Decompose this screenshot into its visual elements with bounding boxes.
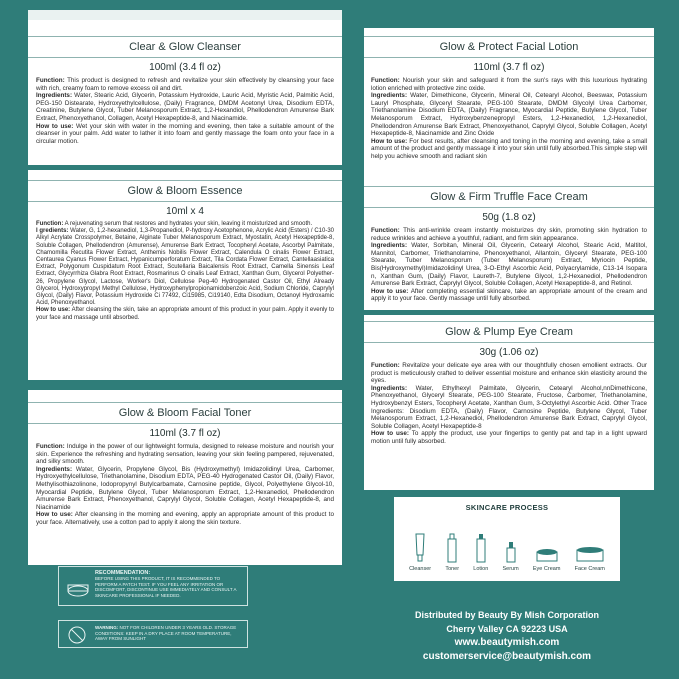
process-steps xyxy=(402,526,612,572)
step-label: Face Cream xyxy=(574,566,605,572)
howto-text: For best results, after cleansing and toning in the morning and evening, take a small amount of the product and gently massage it into your skin until fully absorbed.This simple step will help you achieve smooth and radiant skin xyxy=(371,137,647,160)
step-eye-cream xyxy=(533,547,561,572)
ingredients-label: Ingredients: xyxy=(36,92,73,100)
cleanser-tube-icon xyxy=(414,533,426,563)
card-body xyxy=(36,443,334,527)
card-title: Glow & Bloom Essence xyxy=(28,180,342,202)
ingredients-text: Water, Glycerin, Propylene Glycol, Bis (Hydroxymethyl) Imidazolidinyl Urea, Carbomer, Hydroxyethylcellulose, Triethanolamine, Disodium EDTA, PEG-40 Hydrogenated Castor Oil, (Daily) Flavor, Methylisothiazolinone, Iodopropynyl Butylcarbamate, Carnosine peptide, Glycol, Polyethylene Glycol-10, Myocardial Peptide, Butylene Glycol, Tuber Melanosporum Extract, 1,2-Hexanediol, Phellodendron Amurense Bark Extract, Phenoxyethanol, Caprylyl Glycol, Soluble Collagen, Acetyl Hexapeptide-8, and Niacinamide xyxy=(36,465,335,511)
eye-cream-card xyxy=(364,315,654,490)
ingredients-label: I gredients: xyxy=(36,228,69,235)
step-toner xyxy=(445,533,459,572)
step-label: Eye Cream xyxy=(532,566,561,572)
address-line: Cherry Valley CA 92223 USA xyxy=(446,624,568,634)
serum-dropper-icon xyxy=(506,541,516,563)
step-cleanser xyxy=(409,533,431,572)
ingredients-text: Water, Ethylhexyl Palmitate, Glycerin, Cetearyl Alcohol,nnDimethicone, Phenoxyethanol, Glyceryl Stearate, PEG-100 Stearate, Fructose, Carbomer, Triethanolamine, Hydroxybenzyl Esters, Tocopheryl Acetate, Xanthan Gum, 3-Octylethyl Ascorbic Acid. Other Trace Ingredients: Disodium EDTA, (Daily) Flavor, Carnosine Peptide, Butylene Glycol, Tuber Melanosporum Extract, 1,2-Hexanediol, Phellodendron Amurense Bark Extract, Caprylyl Glycol, Soluble Collagen, Acetyl Hexapeptide-8 xyxy=(371,384,647,430)
ingredients-label: Ingredients: xyxy=(371,384,408,392)
email-link[interactable]: customerservice@beautymish.com xyxy=(422,651,592,662)
howto-label: How to use: xyxy=(36,122,74,130)
toner-card xyxy=(28,390,342,565)
howto-label: How to use: xyxy=(371,287,409,295)
truffle-card xyxy=(364,180,654,310)
function-label: Function: xyxy=(36,443,65,450)
recommendation-box xyxy=(58,566,248,606)
lotion-card xyxy=(364,28,654,193)
website-link[interactable]: www.beautymish.com xyxy=(454,637,560,648)
step-label: Toner xyxy=(445,566,460,572)
function-text: Revitalize your delicate eye area with our thoughtfully chosen emollient extracts. Our product is meticulously crafted to deliver essential moisture and enhance skin elasticity around the eyes. xyxy=(371,362,648,385)
recommendation-title: RECOMMENDATION: xyxy=(95,570,151,576)
card-size: 50g (1.8 oz) xyxy=(482,212,536,223)
distributor-info xyxy=(392,608,622,664)
distributor-line: Distributed by Beauty By Mish Corporation xyxy=(414,610,600,620)
ingredients-label: Ingredients: xyxy=(371,92,408,100)
step-face-cream xyxy=(575,545,605,572)
howto-text: After cleansing in the morning and evening, apply an appropriate amount of this product to your face. Alternatively, use a cotton pad to apply it along the skin texture. xyxy=(36,511,334,526)
essence-card xyxy=(28,170,342,380)
card-body xyxy=(371,77,647,161)
toner-bottle-icon xyxy=(447,533,457,563)
function-text: This product is designed to refresh and revitalize your skin effectively by cleansing your face with rich, creamy foam to remove excess oil and dirt. xyxy=(36,77,334,92)
patch-test-icon xyxy=(65,577,91,599)
card-title: Glow & Plump Eye Cream xyxy=(364,321,654,343)
card-title: Glow & Bloom Facial Toner xyxy=(28,402,342,424)
howto-label: How to use: xyxy=(371,137,408,145)
warning-box xyxy=(58,620,248,648)
step-label: Serum xyxy=(502,566,519,572)
function-text: Nourish your skin and safeguard it from the sun's rays with this luxurious hydrating lotion enriched with protective zinc oxide. xyxy=(371,77,647,92)
lotion-bottle-icon xyxy=(476,533,486,563)
eye-cream-jar-icon xyxy=(535,547,559,563)
howto-label: How to use: xyxy=(36,511,73,519)
howto-label: How to use: xyxy=(36,307,71,314)
warning-line xyxy=(95,625,243,642)
recommendation-text: BEFORE USING THIS PRODUCT, IT IS RECOMMENDED TO PERFORM A PATCH TEST. IF YOU FEEL ANY IRRITATION OR DISCOMFORT, DISCONTINUE USE IMMEDIATELY AND CONSULT A SKINCARE PROFESSIONAL IF NEEDED. xyxy=(95,576,237,598)
card-size: 110ml (3.7 fl oz) xyxy=(473,62,545,73)
warning-text: NOT FOR CHILDREN UNDER 3 YEARS OLD. STORAGE CONDITIONS: KEEP IN A DRY PLACE AT ROOM TEMPERATURE, AWAY FROM SUNLIGHT xyxy=(95,625,237,642)
ingredients-label: Ingredients: xyxy=(36,465,73,473)
function-label: Function: xyxy=(371,227,400,234)
function-text: Indulge in the power of our lightweight formula, designed to release moisture and nourish your skin. Experience the refreshing and hydrating sensation, leaving your skin feeling pampered, rejuvenated, and silky smooth. xyxy=(36,443,335,466)
function-label: Function: xyxy=(371,77,400,84)
card-body xyxy=(36,221,334,322)
card-body xyxy=(371,362,647,446)
child-warning-icon xyxy=(65,625,89,645)
face-cream-jar-icon xyxy=(575,545,605,563)
function-label: Function: xyxy=(36,77,65,84)
ingredients-text: Water, Stearic Acid, Glycerin, Potassium Hydroxide, Lauric Acid, Myristic Acid, Palmitic Acid, PEG-150 Distearate, Hydroxyethylcellulose, (Daily) Fragrance, DMDM Acetonyl Urea, Disodium EDTA, Creatinine, Butylene Glycol, Tuber Melanosporum Extract, 1,2-Hexandiol, Phellodendron Amurense Bark Extract, Phenoxyethanol, Collagen, Acetyl Hexapeptide-8, and Niacinamide. xyxy=(36,92,334,122)
step-lotion xyxy=(473,533,488,572)
howto-text: After cleansing the skin, take an appropriate amount of this product in your palm. Apply it evenly to your face and massage until absorbed. xyxy=(36,307,335,321)
cleanser-card xyxy=(28,10,342,165)
card-size: 10ml x 4 xyxy=(166,206,204,217)
function-text: A rejuvenating serum that restores and hydrates your skin, leaving it moisturized and smooth. xyxy=(64,221,313,227)
step-label: Lotion xyxy=(473,566,489,572)
warning-title: WARNING: xyxy=(95,625,119,630)
card-header-band xyxy=(28,10,342,20)
howto-label: How to use: xyxy=(371,430,409,438)
howto-text: After completing essential skincare, take an appropriate amount of the cream and apply it to your face. Gently massage until fully absorbed. xyxy=(371,287,647,303)
card-body xyxy=(36,77,334,145)
step-serum xyxy=(502,541,518,572)
ingredients-text: Water, G, 1,2-hexanediol, 1,3-Propanediol, P-hydroxy Acetophenone, Acrylic Acid (Esters) / C10-30 Alkyl Acrylate Crosspolymer, Betaine, Alginate Tuber Melanosporum Extract, Myostatin, Acetyl Hexapeptide-8, Soluble Collagen, Phellodendron (Amurense), Amurense Bark Extract, Tocopheryl Acetate, Ascorbyl Palmitate, Chamomilla Recutita Flower Extract, Anthemis Nobilis Flower Extract, Calendula O cinalis Flower Extract, Centaurea Cyanus Flower Extract, Hypanicumperforatum Extract, Tila Cordata Flower Extract, Cantellaasiatica Extract, Polygonum Cuspidatum Root Extract, Scutellaria Baicalensis Root Extract, Camella Sinensis Leaf Extract, Glycyrrhiza Glabra Root Extract, Rosmarinus O cinalis Leaf Extract, Xanthan Gum, Glycerol Polyether-26, Propylene Glycol, Lactose, Worker's Diol, Cellulose Peg-40 Hydrogenated Castor Oil, Ethyl Already Glycerol, Hydroxypropyl Methyl Cellulose, Hydroxyphenylpropionamidobenzoic Acid, Sodium Chloride, Caprylyl Glycol, (Daily) Flavor, Potassium Hydroxide Ci 77492, Ci15985, Ci19140, Edta Disodium, Octanoyl Hydroxamic Acid, Phenoxyethanol. xyxy=(36,228,334,307)
howto-text: Wet your skin with water in the morning and evening, then take a suitable amount of the cleanser in your palm. Add water to lather it into foam and gently massage the foam onto your face in a circular motion. xyxy=(36,122,334,145)
function-label: Function: xyxy=(36,221,64,227)
ingredients-text: Water, Sorbitan, Mineral Oil, Glycerin, Cetearyl Alcohol, Stearic Acid, Maltitol, Mannitol, Carbomer, Triethanolamine, Phenoxyethanol, Allantoin, Glyceryl Stearate, PEG-100 Stearate, Tuber Melanosporum (Tuber Melanosporum) Extract, Myriocin Peptide, Bis(Hydroxymethyl)Imidazolidinyl Urea, 3-O-Ethyl Ascorbic Acid, Polyacrylamide, C13-14 Isopara n, Xanthan Gum, (Daily) Flavor, Laureth-7, Butylene Glycol, 1,2-Hexanediol, Phellodendron Amurense Bark Extract, Caprylyl Glycol, Soluble Collagen, Acetyl Hexapeptide-8, and Retinol. xyxy=(371,242,647,288)
ingredients-label: Ingredients: xyxy=(371,242,408,250)
card-title: Glow & Firm Truffle Face Cream xyxy=(364,186,654,208)
step-label: Cleanser xyxy=(409,566,432,572)
card-size: 110ml (3.7 fl oz) xyxy=(149,428,221,439)
skincare-process-panel xyxy=(392,495,622,583)
card-title: Clear & Glow Cleanser xyxy=(28,36,342,58)
function-label: Function: xyxy=(371,362,400,369)
howto-text: To apply the product, use your fingertips to gently pat and tap in a light upward motion until fully absorbed. xyxy=(371,430,647,445)
card-size: 100ml (3.4 fl oz) xyxy=(149,62,221,73)
function-text: This anti-wrinkle cream instantly moisturizes dry skin, promoting skin hydration to reduce wrinkles and achieve a youthful, radiant, and firm skin appearance. xyxy=(371,227,647,242)
card-body xyxy=(371,227,647,303)
card-title: Glow & Protect Facial Lotion xyxy=(364,36,654,58)
process-title: SKINCARE PROCESS xyxy=(465,503,549,512)
ingredients-text: Water, Dimethicone, Glycerin, Mineral Oil, Cetearyl Alcohol, Beeswax, Potassium Lauryl Phosphate, Glyceryl Stearate, PEG-100 Stearate, DMDM Glycolyl Urea Carbomer, Triethanolamine Disodium EDTA, (Daily) Fragrance, Myocardial Peptide, Butylene Glycol, Tuber Melanosporum Extract, Hydroxybenzenepropyl Esters, 1,2-Hexanediol, 1,2-Hexanediol, Phellodendron Amurense Bark Extract, Phenoxyethanol, Caprylyl Glycol, Soluble Collagen, Acetyl Hexapeptide-8, Niacinamide and Zinc Oxide xyxy=(371,92,647,138)
card-size: 30g (1.06 oz) xyxy=(479,347,539,358)
